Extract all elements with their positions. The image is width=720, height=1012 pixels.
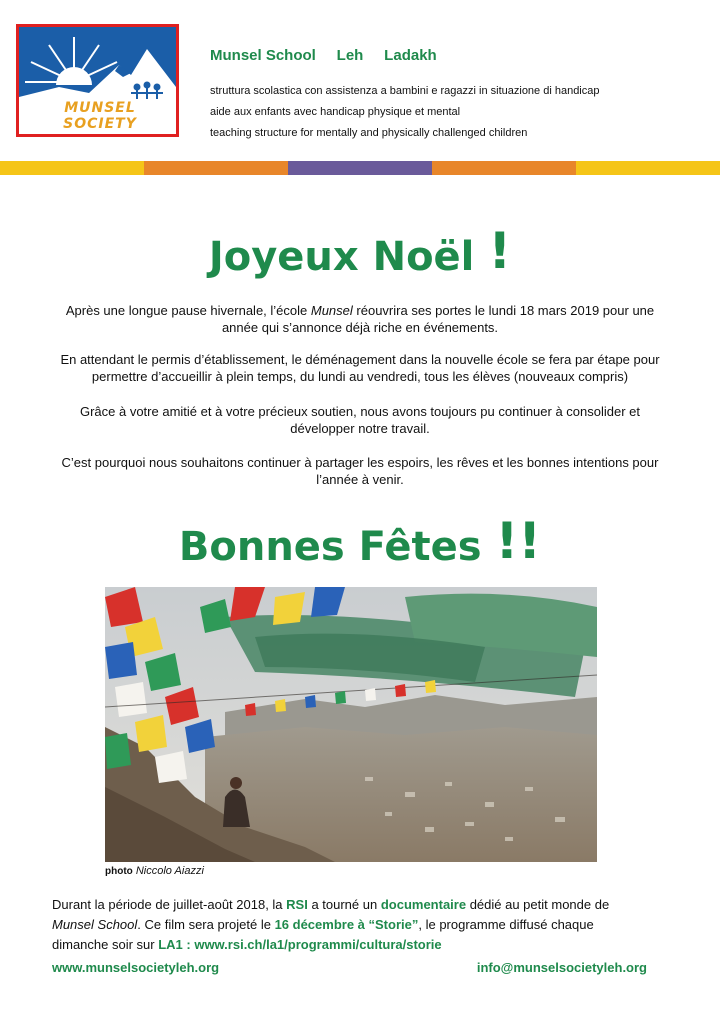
stripe-segment bbox=[288, 161, 432, 175]
tagline-english: teaching structure for mentally and physically challenged children bbox=[210, 127, 528, 139]
paragraph-thanks: Grâce à votre amitié et à votre précieux soutien, nous avons toujours pu continuer à consolider et développer notre travail. bbox=[79, 404, 641, 436]
stripe-segment bbox=[432, 161, 576, 175]
logo-text: MUNSEL SOCIETY bbox=[63, 100, 137, 132]
tagline-italian: struttura scolastica con assistenza a bambini e ragazzi in situazione di handicap bbox=[210, 85, 600, 97]
paragraph-wishes: C’est pourquoi nous souhaitons continuer à partager les espoirs, les rêves et les bonnes intentions pour l’année à venir. bbox=[61, 455, 659, 487]
stripe-segment bbox=[0, 161, 144, 175]
page-title bbox=[0, 222, 720, 280]
paragraph-relocation: En attendant le permis d’établissement, le déménagement dans la nouvelle école se fera par étape pour permettre d’accueillir à plein temps, du lundi au vendredi, tous les élèves (nouveaux compris) bbox=[60, 352, 660, 384]
org-name: Munsel School Leh Ladakh bbox=[210, 47, 437, 64]
subtitle-exclamation: !! bbox=[495, 512, 542, 570]
description-text: Durant la période de juillet-août 2018, la bbox=[52, 897, 287, 912]
rsi-highlight: RSI bbox=[286, 897, 308, 912]
email-link[interactable]: info@munselsocietyleh.org bbox=[476, 960, 647, 975]
stripe-segment bbox=[144, 161, 288, 175]
color-stripe-bar bbox=[0, 161, 720, 175]
description-text: . Ce film sera projeté le bbox=[137, 917, 275, 932]
paragraph-text: réouvrira ses portes le lundi 18 mars 2019 pour une année qui s’annonce déjà riche en événements. bbox=[221, 303, 655, 335]
photo-credit bbox=[105, 865, 204, 877]
stripe-segment bbox=[576, 161, 720, 175]
school-name-italic: Munsel School bbox=[52, 917, 138, 932]
title-exclamation: ! bbox=[488, 222, 512, 280]
documentary-description bbox=[52, 895, 652, 955]
description-text: dédié au petit monde de bbox=[466, 897, 610, 912]
photo-landscape-image bbox=[105, 587, 597, 862]
prayer-flags-photo bbox=[105, 587, 597, 862]
description-text: , le programme diffusé chaque dimanche soir sur bbox=[52, 917, 594, 952]
page-subtitle bbox=[0, 512, 720, 570]
paragraph-text: Après une longue pause hivernale, l’école bbox=[65, 303, 311, 318]
website-link[interactable]: www.munselsocietyleh.org bbox=[52, 960, 220, 975]
channel-link[interactable]: LA1 : www.rsi.ch/la1/programmi/cultura/storie bbox=[158, 937, 442, 952]
description-text: a tourné un bbox=[307, 897, 381, 912]
tagline-french: aide aux enfants avec handicap physique et mental bbox=[210, 106, 461, 118]
subtitle-text: Bonnes Fêtes bbox=[178, 524, 482, 570]
photo-credit-label: photo bbox=[105, 866, 133, 877]
documentary-highlight: documentaire bbox=[380, 897, 467, 912]
broadcast-date-highlight: 16 décembre à “Storie” bbox=[274, 917, 419, 932]
school-name-italic: Munsel bbox=[310, 303, 353, 318]
photographer-name: Niccolo Aiazzi bbox=[135, 865, 204, 877]
paragraph-reopening bbox=[60, 302, 660, 336]
title-text: Joyeux Noël bbox=[208, 234, 475, 280]
munsel-society-logo bbox=[16, 24, 179, 137]
